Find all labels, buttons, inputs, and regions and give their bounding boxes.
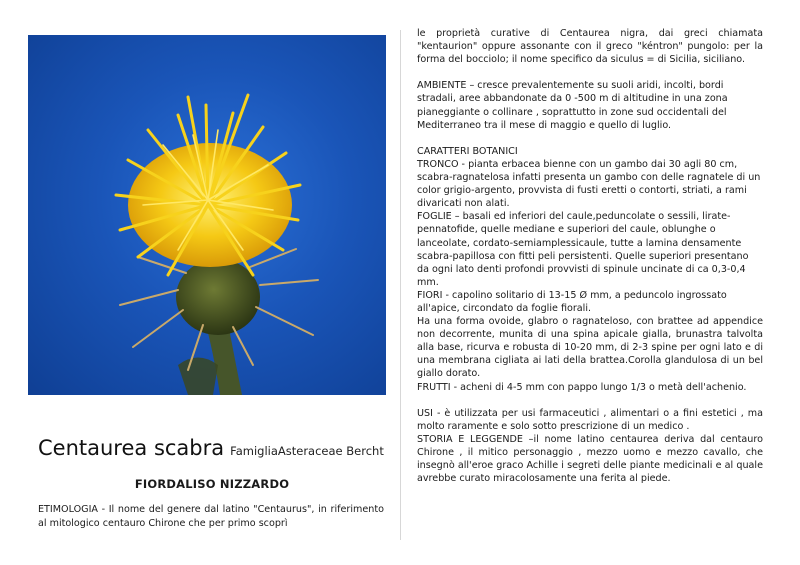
common-name: FIORDALISO NIZZARDO	[134, 477, 290, 491]
ambiente-paragraph: AMBIENTE – cresce prevalentemente su suoli aridi, incolti, bordi stradali, aree abbandonate da 0 -500 m di altitudine in una zona pianeggiante o collinare , soprattutto in zone sud occidentali del Mediterraneo tra il mese di maggio e quello di luglio.	[417, 80, 728, 131]
usi-paragraph: USI - è utilizzata per usi farmaceutici , alimentari o a fini estetici , ma molto raramente e solo sotto prescrizione di un medico .	[417, 407, 763, 432]
tronco-paragraph: TRONCO - pianta erbacea bienne con un gambo dai 30 agli 80 cm, scabra-ragnatelosa infatti presenta un gambo con delle ragnatele di un color grigio-argento, provvista di fusti eretti o contorti, striati, a rami divaricati non alati.	[417, 158, 761, 210]
species-name: Centaurea scabra	[38, 436, 225, 460]
foglie-paragraph: FOGLIE – basali ed inferiori del caule,peduncolate o sessili, lirate- pennatofide, quelle mediane e superiori del caule, oblunghe o lanceolate, cordato-semiamplessicaule, tutte a lamina densamente scabra-papillosa con fitti peli persistenti. Quelle superiori presentano da ogni lato denti profondi provvisti di spinule uncinate di ca 0,3-0,4 mm.	[417, 211, 749, 288]
caratteri-heading: CARATTERI BOTANICI	[417, 145, 518, 157]
fiori-paragraph: FIORI - capolino solitario di 13-15 Ø mm, a peduncolo ingrossato all'apice, circondato da foglie fiorali.	[417, 289, 727, 314]
family-name: FamigliaAsteraceae Bercht	[230, 444, 384, 458]
fiori-cont-paragraph: Ha una forma ovoide, glabro o ragnateloso, con brattee ad appendice non decorrente, munita di una spina apicale gialla, brunastra talvolta alla base, ricurva e robusta di 10-20 mm, di 2-3 spine per ogni lato e di una membrana cigliata ai lati della brattea.Corolla glandulosa di un bel giallo dorato.	[417, 316, 763, 380]
species-title-line	[38, 436, 388, 460]
column-divider	[400, 30, 401, 540]
flower-photo	[28, 35, 386, 395]
etimologia-paragraph-start: ETIMOLOGIA - Il nome del genere dal latino "Centaurus", in riferimento al mitologico centauro Chirone che per primo scoprì	[38, 504, 384, 529]
etimologia-paragraph-cont: le proprietà curative di Centaurea nigra, dai greci chiamata "kentaurion" oppure assonante con il greco "kéntron" pungolo: per la forma del bocciolo; il nome specifico da siculus = di Sicilia, siciliano.	[417, 28, 763, 66]
centaurea-flower-illustration	[28, 35, 386, 395]
right-column	[417, 27, 763, 485]
storia-paragraph: STORIA E LEGGENDE –il nome latino centaurea deriva dal centauro Chirone , il mitico personaggio , mezzo uomo e mezzo cavallo, che insegnò all'eroe graco Achille i segreti delle piante medicinali e al quale avrebbe curato miracolosamente una ferita al piede.	[417, 433, 763, 485]
frutti-paragraph: FRUTTI - acheni di 4-5 mm con pappo lungo 1/3 o metà dell'achenio.	[417, 381, 747, 393]
